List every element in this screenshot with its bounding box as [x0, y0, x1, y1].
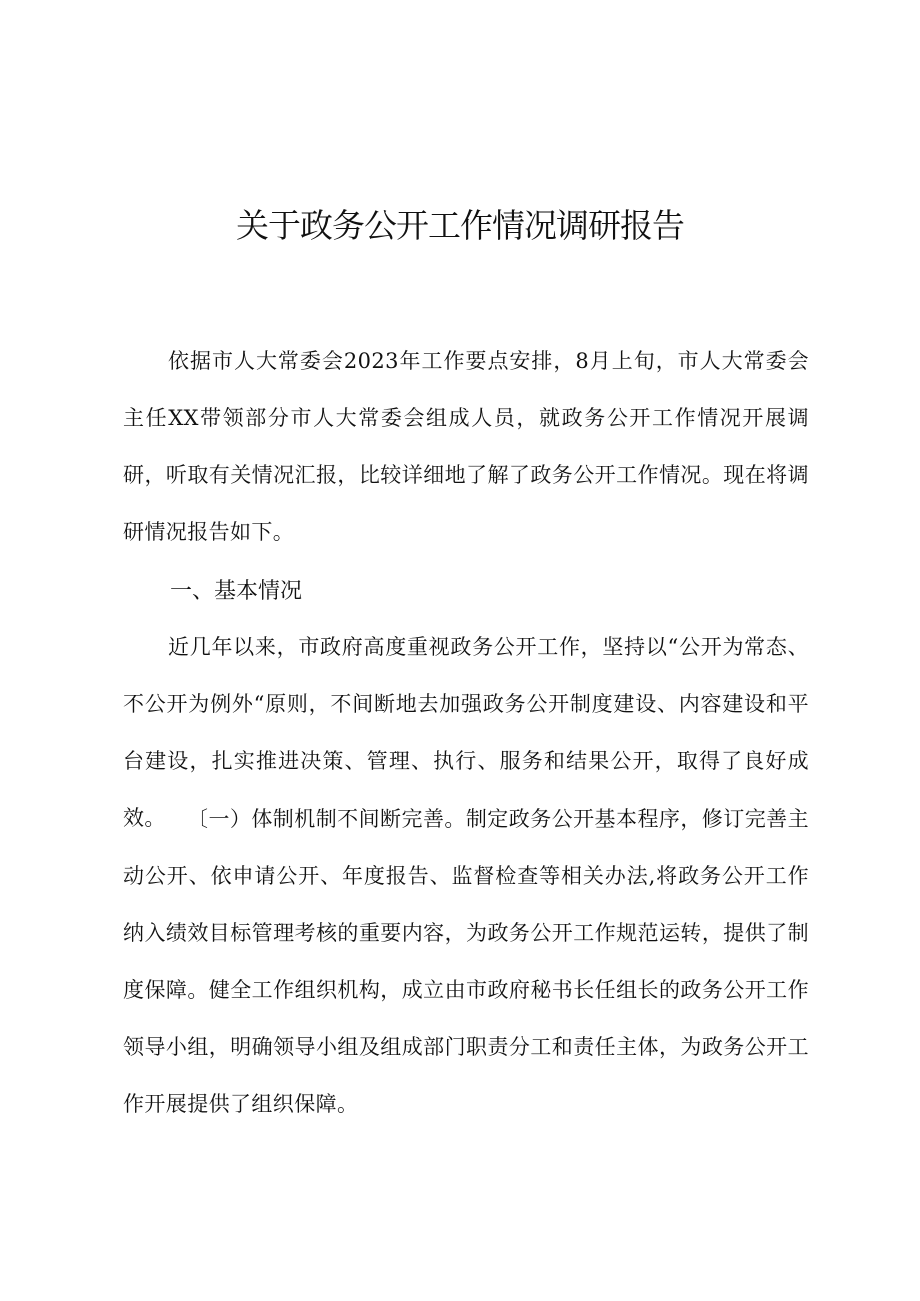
section-1-paragraph: 近几年以来，市政府高度重视政务公开工作，坚持以“公开为常态、不公开为例外“原则，不间断地去加强政务公开制度建设、内容建设和平台建设，扎实推进决策、管理、执行、服务和结果公开，取得了良好成效。 — [123, 635, 809, 830]
document-title: 关于政务公开工作情况调研报告 — [236, 206, 684, 245]
section-heading-basic-situation: 一、基本情况 — [170, 579, 303, 604]
intro-paragraph: 依据市人大常委会2023年工作要点安排，8月上旬，市人大常委会主任XX带领部分市人大常委会组成人员，就政务公开工作情况开展调研，听取有关情况汇报，比较详细地了解了政务公开工作情况。现在将调研情况报告如下。 — [123, 349, 809, 544]
subsection-1-paragraph: 〔一）体制机制不间断完善。制定政务公开基本程序，修订完善主动公开、依申请公开、年度报告、监督检查等相关办法,将政务公开工作纳入绩效目标管理考核的重要内容，为政务公开工作规范运转，提供了制度保障。健全工作组织机构，成立由市政府秘书长任组长的政务公开工作领导小组，明确领导小组及组成部门职责分工和责任主体，为政务公开工作开展提供了组织保障。 — [123, 807, 809, 1116]
